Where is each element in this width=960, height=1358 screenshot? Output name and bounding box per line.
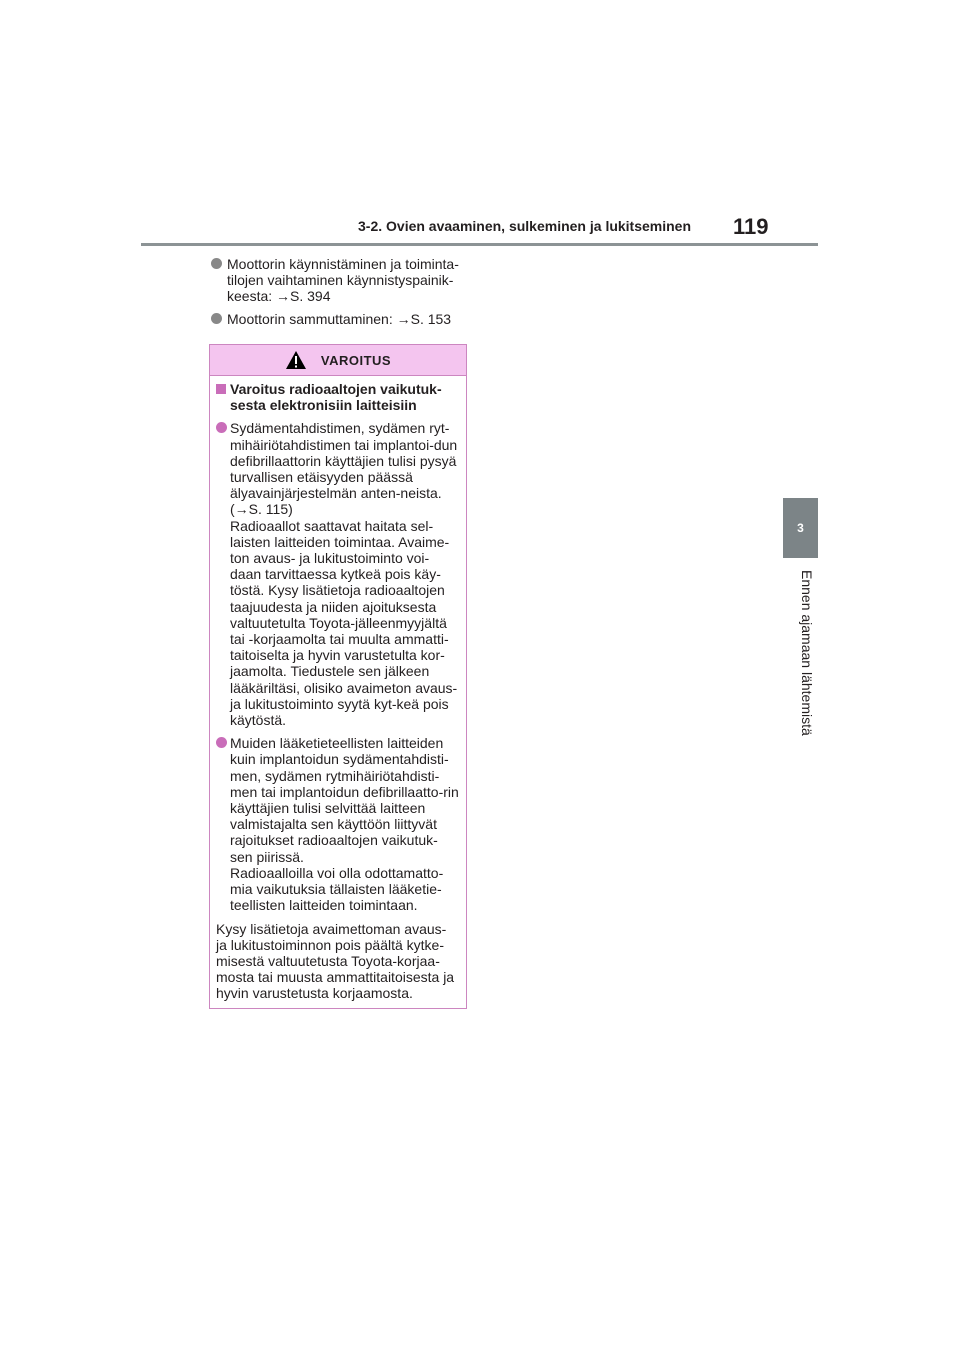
intro-bullet-list <box>211 256 469 334</box>
warning-box <box>209 344 467 1009</box>
warning-item <box>216 735 460 913</box>
chapter-title: Ennen ajamaan lähtemistä <box>799 570 815 736</box>
warning-header <box>210 345 466 376</box>
warning-paragraph: Sydämentahdistimen, sydämen ryt-mihäiriötahdistimen tai implantoi-dun defibrillaattorin käyttäjien tulisi pysyä turvallisen etäisyyden päässä älyavainjärjestelmän anten-neista. (→S. 115) <box>230 420 458 518</box>
warning-body <box>210 376 466 1002</box>
warning-heading <box>216 381 460 413</box>
bullet-dot-icon <box>216 737 227 748</box>
bullet-text: Moottorin sammuttaminen: →S. 153 <box>227 311 452 327</box>
warning-closing: Kysy lisätietoja avaimettoman avaus- ja lukitustoiminnon pois päältä kytke-misestä valtuutetusta Toyota-korjaa-mosta tai muusta ammattitaitoisesta ja hyvin varustetusta korjaamosta. <box>216 920 455 1002</box>
warning-paragraph: Radioaalloilla voi olla odottamatto-mia vaikutuksia tällaisten lääketie-teellisten laitteiden toimintaan. <box>230 864 444 914</box>
chapter-tab <box>783 498 818 558</box>
warning-paragraph: Radioaallot saattavat haitata sel-laisten laitteiden toimintaa. Avaime-ton avaus- ja lukitustoiminto voi-daan tarvittaessa kytkeä pois käy-töstä. Kysy lisätietoja radioaaltojen taajuudesta ja niiden ajoituksesta valtuutetulta Toyota-jälleenmyyjältä tai -korjaamolta tai muulta ammatti-taitoiselta ja hyvin varustetulta kor-jaamolta. Tiedustele sen jälkeen lääkäriltäsi, olisiko avaimeton avaus- ja lukitustoiminto syytä kyt-keä pois käytöstä. <box>230 517 458 729</box>
warning-title: VAROITUS <box>320 352 392 368</box>
bullet-dot-icon <box>211 258 222 269</box>
warning-item <box>216 420 460 728</box>
chapter-number: 3 <box>797 521 804 535</box>
warning-triangle-icon <box>285 350 307 370</box>
section-title: 3-2. Ovien avaaminen, sulkeminen ja lukitseminen <box>358 218 692 234</box>
bullet-text: Moottorin käynnistäminen ja toiminta-tilojen vaihtaminen käynnistyspainik-keesta: →S. 394 <box>227 256 459 304</box>
warning-paragraph: Muiden lääketieteellisten laitteiden kuin implantoidun sydämentahdisti-men, sydämen rytmihäiriötahdisti-men tai implantoidun defibrillaatto-rin käyttäjien tulisi selvittää laitteen valmistajalta sen käyttöön liittyvät rajoitukset radioaaltojen vaikutuk-sen piirissä. <box>230 735 459 865</box>
page-number: 119 <box>733 214 769 239</box>
bullet-dot-icon <box>216 422 227 433</box>
bullet-dot-icon <box>211 313 222 324</box>
warning-heading-text: Varoitus radioaaltojen vaikutuk-sesta elektronisiin laitteisiin <box>230 381 442 414</box>
list-item <box>211 311 469 327</box>
list-item <box>211 256 469 304</box>
header-divider <box>141 243 818 246</box>
square-bullet-icon <box>216 384 226 394</box>
